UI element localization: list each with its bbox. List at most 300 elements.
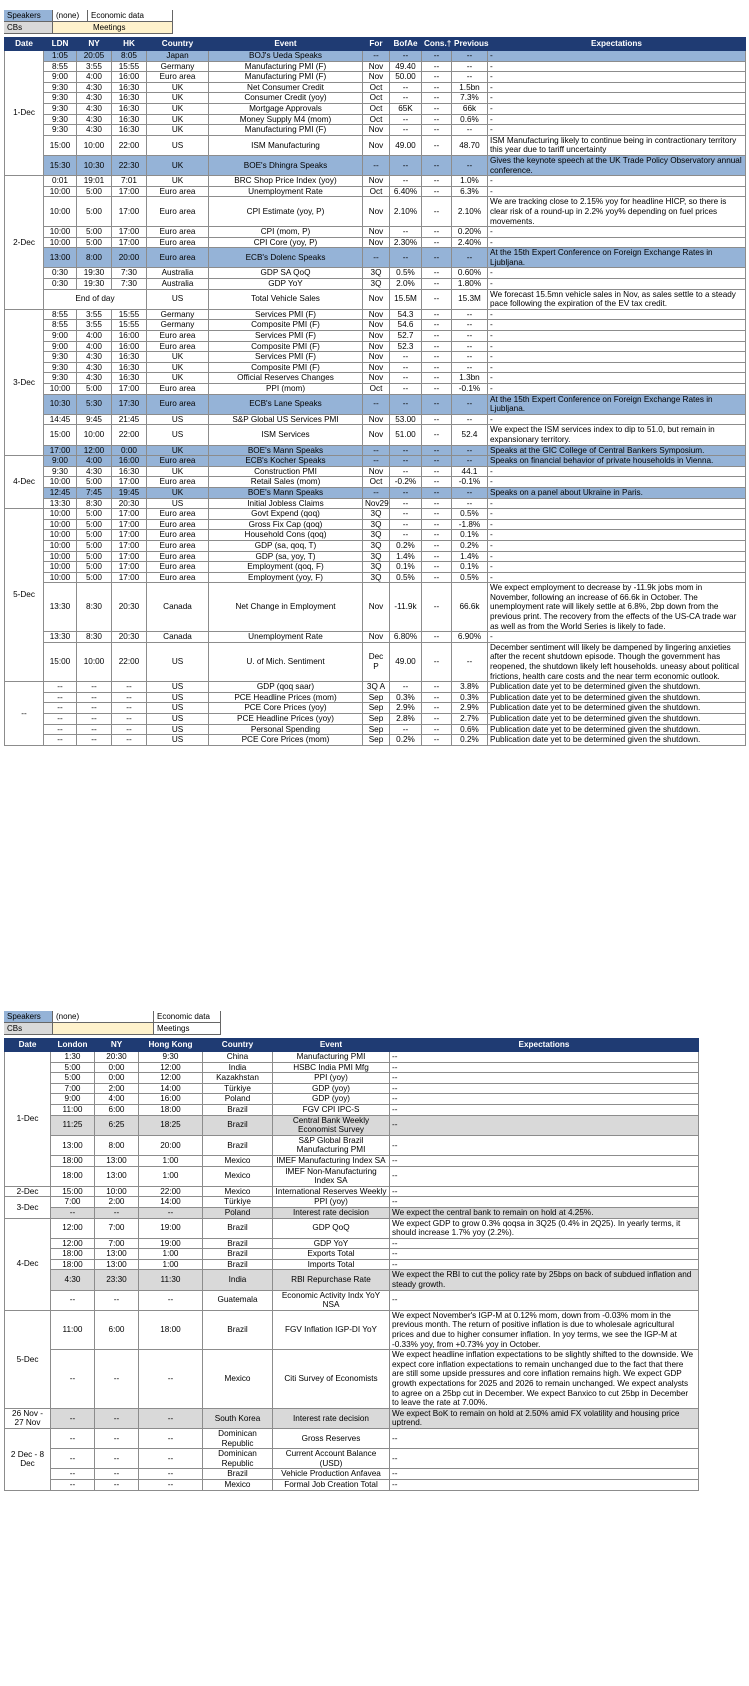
- cell: --: [51, 1290, 95, 1310]
- cell: 3Q: [363, 562, 390, 573]
- cell: --: [77, 703, 112, 714]
- cell: --: [422, 714, 452, 725]
- cell: 0.2%: [390, 540, 422, 551]
- date-cell: 5-Dec: [5, 1310, 51, 1408]
- cell: Guatemala: [203, 1290, 273, 1310]
- cell: 3Q: [363, 572, 390, 583]
- cell: --: [422, 724, 452, 735]
- cell: UK: [147, 176, 209, 187]
- legend-speakers-2: Speakers: [4, 1011, 53, 1023]
- cell: 7:30: [112, 279, 147, 290]
- cell: 9:00: [51, 1094, 95, 1105]
- column-header: Date: [5, 1039, 51, 1052]
- cell: -0.2%: [390, 477, 422, 488]
- cell: --: [422, 320, 452, 331]
- cell: --: [422, 384, 452, 395]
- table-row: [5, 562, 746, 573]
- cell: Manufacturing PMI (F): [209, 72, 363, 83]
- date-cell: --: [5, 682, 44, 746]
- expectation-cell: -: [488, 373, 746, 384]
- cell: --: [452, 155, 488, 175]
- cell: 12:00: [51, 1238, 95, 1249]
- expectation-cell: Speaks at the GIC College of Central Bankers Symposium.: [488, 445, 746, 456]
- cell: --: [51, 1207, 95, 1218]
- cell: 7:00: [95, 1238, 139, 1249]
- cell: --: [422, 93, 452, 104]
- table-row: [5, 373, 746, 384]
- cell: 0.6%: [452, 724, 488, 735]
- cell: 3Q: [363, 530, 390, 541]
- cell: Oct: [363, 477, 390, 488]
- cell: --: [363, 394, 390, 414]
- cell: --: [390, 362, 422, 373]
- cell: 13:30: [44, 583, 77, 632]
- cell: --: [51, 1469, 95, 1480]
- cell: 10:00: [44, 519, 77, 530]
- cell: Nov: [363, 331, 390, 342]
- cell: Services PMI (F): [209, 309, 363, 320]
- expectation-cell: --: [390, 1083, 699, 1094]
- cell: --: [422, 341, 452, 352]
- cell: India: [203, 1270, 273, 1290]
- cell: 17:00: [112, 477, 147, 488]
- cell: 14:00: [139, 1083, 203, 1094]
- expectation-cell: --: [390, 1052, 699, 1063]
- table-row: [5, 93, 746, 104]
- cell: Citi Survey of Economists: [273, 1350, 390, 1409]
- expectation-cell: -: [488, 384, 746, 395]
- cell: Euro area: [147, 477, 209, 488]
- expectation-cell: We expect November's IGP-M at 0.12% mom, down from -0.03% mom in the previous month. The return of positive inflation is due to wholesale agricultural prices and due to higher consumer inflation. In yoy terms, we see the IGP-M at -0.33% yoy, from +0.73% yoy in October.: [390, 1310, 699, 1349]
- cell: 2:00: [95, 1083, 139, 1094]
- cell: --: [422, 331, 452, 342]
- cell: 1:00: [139, 1259, 203, 1270]
- cell: 4:30: [77, 82, 112, 93]
- cell: 19:45: [112, 487, 147, 498]
- cell: 16:30: [112, 362, 147, 373]
- cell: 10:30: [77, 155, 112, 175]
- cell: --: [390, 498, 422, 509]
- cell: 16:30: [112, 82, 147, 93]
- cell: 16:00: [112, 456, 147, 467]
- cell: 20:30: [112, 632, 147, 643]
- cell: 22:00: [112, 425, 147, 445]
- cell: --: [422, 487, 452, 498]
- table-row: [5, 114, 746, 125]
- cell: --: [77, 735, 112, 746]
- expectation-cell: We expect the RBI to cut the policy rate by 25bps on back of subdued inflation and steady growth.: [390, 1270, 699, 1290]
- cell: 16:30: [112, 114, 147, 125]
- cell: --: [390, 114, 422, 125]
- expectation-cell: -: [488, 562, 746, 573]
- cell: RBI Repurchase Rate: [273, 1270, 390, 1290]
- cell: GDP QoQ: [273, 1218, 390, 1238]
- cell: 8:30: [77, 498, 112, 509]
- cell: 9:00: [44, 456, 77, 467]
- expectation-cell: -: [488, 309, 746, 320]
- cell: 9:00: [44, 341, 77, 352]
- cell: Brazil: [203, 1238, 273, 1249]
- table-row: [5, 1479, 699, 1490]
- expectation-cell: -: [488, 477, 746, 488]
- cell: Sep: [363, 724, 390, 735]
- cell: UK: [147, 373, 209, 384]
- cell: UK: [147, 93, 209, 104]
- cell: 9:30: [44, 362, 77, 373]
- cell: --: [422, 82, 452, 93]
- cell: CPI Core (yoy, P): [209, 237, 363, 248]
- cell: 0.1%: [452, 530, 488, 541]
- cell: --: [422, 72, 452, 83]
- cell: -0.1%: [452, 384, 488, 395]
- expectation-cell: At the 15th Expert Conference on Foreign Exchange Rates in Ljubljana.: [488, 248, 746, 268]
- cell: --: [422, 268, 452, 279]
- cell: US: [147, 414, 209, 425]
- cell: --: [44, 692, 77, 703]
- cell: 5:00: [77, 509, 112, 520]
- cell: Nov: [363, 373, 390, 384]
- cell: 54.3: [390, 309, 422, 320]
- cell: Services PMI (F): [209, 331, 363, 342]
- cell: 0:00: [112, 445, 147, 456]
- cell: --: [139, 1408, 203, 1428]
- cell: 20:00: [139, 1135, 203, 1155]
- cell: 1.80%: [452, 279, 488, 290]
- cell: --: [44, 735, 77, 746]
- cell: 11:00: [51, 1310, 95, 1349]
- cell: US: [147, 692, 209, 703]
- cell: 13:00: [44, 248, 77, 268]
- table-row: [5, 1073, 699, 1084]
- cell: 4:00: [77, 72, 112, 83]
- expectation-cell: --: [390, 1197, 699, 1208]
- cell: 18:00: [51, 1249, 95, 1260]
- cell: Brazil: [203, 1115, 273, 1135]
- expectation-cell: Publication date yet to be determined given the shutdown.: [488, 682, 746, 693]
- cell: --: [452, 394, 488, 414]
- table-row: [5, 227, 746, 238]
- expectation-cell: -: [488, 114, 746, 125]
- cell: 4:30: [77, 362, 112, 373]
- cell: --: [422, 540, 452, 551]
- cell: 4:30: [77, 352, 112, 363]
- expectation-cell: -: [488, 341, 746, 352]
- cell: --: [422, 227, 452, 238]
- cell: 4:30: [51, 1270, 95, 1290]
- cell: --: [422, 509, 452, 520]
- cell: 1:00: [139, 1155, 203, 1166]
- cell: 5:00: [77, 186, 112, 197]
- cell: 22:30: [112, 155, 147, 175]
- cell: Oct: [363, 82, 390, 93]
- cell: 11:30: [139, 1270, 203, 1290]
- cell: 6:00: [95, 1310, 139, 1349]
- cell: UK: [147, 103, 209, 114]
- cell: --: [422, 289, 452, 309]
- date-cell: 3-Dec: [5, 309, 44, 455]
- date-cell: 1-Dec: [5, 1052, 51, 1187]
- cell: --: [390, 51, 422, 62]
- expectation-cell: -: [488, 632, 746, 643]
- cell: --: [422, 583, 452, 632]
- expectation-cell: -: [488, 237, 746, 248]
- table-row: [5, 456, 746, 467]
- cell: Composite PMI (F): [209, 320, 363, 331]
- cell: 52.4: [452, 425, 488, 445]
- cell: Employment (yoy, F): [209, 572, 363, 583]
- cell: 4:30: [77, 125, 112, 136]
- date-cell: 5-Dec: [5, 509, 44, 682]
- cell: Formal Job Creation Total: [273, 1479, 390, 1490]
- cell: 49.00: [390, 642, 422, 681]
- cell: Nov: [363, 237, 390, 248]
- cell: Consumer Credit (yoy): [209, 93, 363, 104]
- expectation-cell: We expect GDP to grow 0.3% qoqsa in 3Q25 (0.4% in 2Q25). In yearly terms, it should increase 1.7% yoy (2.2%).: [390, 1218, 699, 1238]
- cell: 12:00: [139, 1062, 203, 1073]
- table-row: [5, 735, 746, 746]
- cell: --: [51, 1428, 95, 1448]
- cell: UK: [147, 114, 209, 125]
- table-row: [5, 1428, 699, 1448]
- cell: 13:00: [95, 1249, 139, 1260]
- expectation-cell: -: [488, 51, 746, 62]
- cell: --: [390, 373, 422, 384]
- cell: 16:30: [112, 352, 147, 363]
- cell: --: [422, 477, 452, 488]
- cell: Nov: [363, 362, 390, 373]
- expectation-cell: -: [488, 540, 746, 551]
- cell: 10:00: [44, 477, 77, 488]
- cell: 17:00: [112, 551, 147, 562]
- cell: UK: [147, 487, 209, 498]
- expectation-cell: -: [488, 572, 746, 583]
- cell: --: [112, 724, 147, 735]
- cell: GDP (sa, qoq, T): [209, 540, 363, 551]
- cell: --: [422, 551, 452, 562]
- cell: 3Q: [363, 540, 390, 551]
- cell: 5:00: [77, 237, 112, 248]
- cell: --: [390, 93, 422, 104]
- cell: --: [95, 1350, 139, 1409]
- cell: Gross Reserves: [273, 1428, 390, 1448]
- cell: Türkiye: [203, 1197, 273, 1208]
- cell: 9:45: [77, 414, 112, 425]
- cell: --: [363, 445, 390, 456]
- cell: 2.9%: [390, 703, 422, 714]
- cell: 0:00: [95, 1073, 139, 1084]
- cell: --: [390, 682, 422, 693]
- table-row: [5, 51, 746, 62]
- cell: 44.1: [452, 466, 488, 477]
- table-header-2: [5, 1039, 699, 1052]
- cell: Mexico: [203, 1350, 273, 1409]
- cell: Vehicle Production Anfavea: [273, 1469, 390, 1480]
- cell: UK: [147, 125, 209, 136]
- cell: --: [390, 724, 422, 735]
- cell: Poland: [203, 1094, 273, 1105]
- cell: 65K: [390, 103, 422, 114]
- cell: --: [422, 466, 452, 477]
- expectation-cell: -: [488, 186, 746, 197]
- cell: Imports Total: [273, 1259, 390, 1270]
- cell: Euro area: [147, 394, 209, 414]
- cell: --: [390, 248, 422, 268]
- table-row: [5, 135, 746, 155]
- column-header: Event: [209, 38, 363, 51]
- cell: --: [390, 155, 422, 175]
- cell: UK: [147, 352, 209, 363]
- cell: 13:00: [51, 1135, 95, 1155]
- cell: 22:00: [112, 135, 147, 155]
- cell: 10:00: [44, 551, 77, 562]
- expectation-cell: --: [390, 1186, 699, 1197]
- cell: Euro area: [147, 341, 209, 352]
- table-row: [5, 1270, 699, 1290]
- table-row: [5, 1104, 699, 1115]
- cell: Oct: [363, 186, 390, 197]
- expectation-cell: -: [488, 103, 746, 114]
- cell: HSBC India PMI Mfg: [273, 1062, 390, 1073]
- cell: --: [422, 176, 452, 187]
- column-header: For: [363, 38, 390, 51]
- expectation-cell: -: [488, 227, 746, 238]
- cell: --: [422, 186, 452, 197]
- cell: India: [203, 1062, 273, 1073]
- cell: Türkiye: [203, 1083, 273, 1094]
- table-row: [5, 320, 746, 331]
- cell: 5:00: [77, 227, 112, 238]
- expectation-cell: --: [390, 1115, 699, 1135]
- expectation-cell: ISM Manufacturing likely to continue being in contractionary territory this year due to tariff uncertainty: [488, 135, 746, 155]
- cell: Total Vehicle Sales: [209, 289, 363, 309]
- table-row: [5, 331, 746, 342]
- cell: Composite PMI (F): [209, 341, 363, 352]
- cell: --: [95, 1408, 139, 1428]
- cell: Household Cons (qoq): [209, 530, 363, 541]
- cell: 4:00: [77, 456, 112, 467]
- cell: 4:00: [77, 331, 112, 342]
- cell: --: [452, 125, 488, 136]
- column-header: Hong Kong: [139, 1039, 203, 1052]
- cell: --: [95, 1469, 139, 1480]
- date-cell: 3-Dec: [5, 1197, 51, 1218]
- table-row: [5, 530, 746, 541]
- cell: Nov: [363, 341, 390, 352]
- table-row: [5, 341, 746, 352]
- cell: 8:05: [112, 51, 147, 62]
- cell: Money Supply M4 (mom): [209, 114, 363, 125]
- cell: 3Q: [363, 268, 390, 279]
- cell: --: [112, 692, 147, 703]
- cell: 19:01: [77, 176, 112, 187]
- cell: 14:00: [139, 1197, 203, 1208]
- expectation-cell: Speaks on a panel about Ukraine in Paris.: [488, 487, 746, 498]
- cell: 17:00: [112, 562, 147, 573]
- table-row: [5, 682, 746, 693]
- expectation-cell: -: [488, 466, 746, 477]
- date-cell: 26 Nov - 27 Nov: [5, 1408, 51, 1428]
- cell: Mortgage Approvals: [209, 103, 363, 114]
- cell: Mexico: [203, 1155, 273, 1166]
- expectation-cell: --: [390, 1259, 699, 1270]
- cell: 12:00: [77, 445, 112, 456]
- cell: 9:30: [44, 125, 77, 136]
- cell: --: [422, 498, 452, 509]
- cell: 5:00: [77, 540, 112, 551]
- column-header: LDN: [44, 38, 77, 51]
- cell: 5:00: [77, 197, 112, 227]
- cell: --: [422, 103, 452, 114]
- table-row: [5, 1449, 699, 1469]
- cell: Nov: [363, 61, 390, 72]
- cell: --: [112, 682, 147, 693]
- expectation-cell: Gives the keynote speech at the UK Trade Policy Observatory annual conference.: [488, 155, 746, 175]
- cell: 6:00: [95, 1104, 139, 1115]
- cell: Sep: [363, 703, 390, 714]
- cell: CPI Estimate (yoy, P): [209, 197, 363, 227]
- expectation-cell: We forecast 15.5mn vehicle sales in Nov, as sales settle to a steady pace following the expiration of the EV tax credit.: [488, 289, 746, 309]
- cell: 10:00: [44, 237, 77, 248]
- cell: --: [422, 309, 452, 320]
- cell: 1:00: [139, 1249, 203, 1260]
- cell: 0.2%: [452, 540, 488, 551]
- cell: 17:00: [112, 227, 147, 238]
- expectation-cell: -: [488, 519, 746, 530]
- cell: 10:00: [44, 186, 77, 197]
- cell: Kazakhstan: [203, 1073, 273, 1084]
- cell: 13:00: [95, 1155, 139, 1166]
- cell: 1.0%: [452, 176, 488, 187]
- cell: 10:00: [77, 642, 112, 681]
- cell: BRC Shop Price Index (yoy): [209, 176, 363, 187]
- cell: 4:00: [95, 1094, 139, 1105]
- table-row: [5, 279, 746, 290]
- cell: 18:00: [139, 1104, 203, 1115]
- cell: PPI (yoy): [273, 1073, 390, 1084]
- cell: Nov: [363, 289, 390, 309]
- cell: 0.2%: [390, 735, 422, 746]
- cell: --: [422, 425, 452, 445]
- cell: Net Change in Employment: [209, 583, 363, 632]
- cell: --: [51, 1350, 95, 1409]
- cell: 9:30: [44, 373, 77, 384]
- column-header: Country: [203, 1039, 273, 1052]
- cell: Central Bank Weekly Economist Survey: [273, 1115, 390, 1135]
- cell: 9:30: [139, 1052, 203, 1063]
- expectation-cell: --: [390, 1166, 699, 1186]
- cell: 10:30: [44, 394, 77, 414]
- cell: 8:55: [44, 320, 77, 331]
- cell: 2.0%: [390, 279, 422, 290]
- cell: Net Consumer Credit: [209, 82, 363, 93]
- cell: Initial Jobless Claims: [209, 498, 363, 509]
- cell: 3Q: [363, 519, 390, 530]
- cell: 4:00: [77, 341, 112, 352]
- table-row: [5, 724, 746, 735]
- cell: Australia: [147, 268, 209, 279]
- cell: --: [95, 1449, 139, 1469]
- cell: 16:30: [112, 466, 147, 477]
- cell: 13:00: [95, 1166, 139, 1186]
- expectation-cell: -: [488, 509, 746, 520]
- cell: UK: [147, 445, 209, 456]
- cell: --: [390, 352, 422, 363]
- cell: 0:30: [44, 279, 77, 290]
- expectation-cell: Publication date yet to be determined given the shutdown.: [488, 692, 746, 703]
- cell: FGV CPI IPC-S: [273, 1104, 390, 1115]
- expectation-cell: -: [488, 530, 746, 541]
- table-row: [5, 1310, 699, 1349]
